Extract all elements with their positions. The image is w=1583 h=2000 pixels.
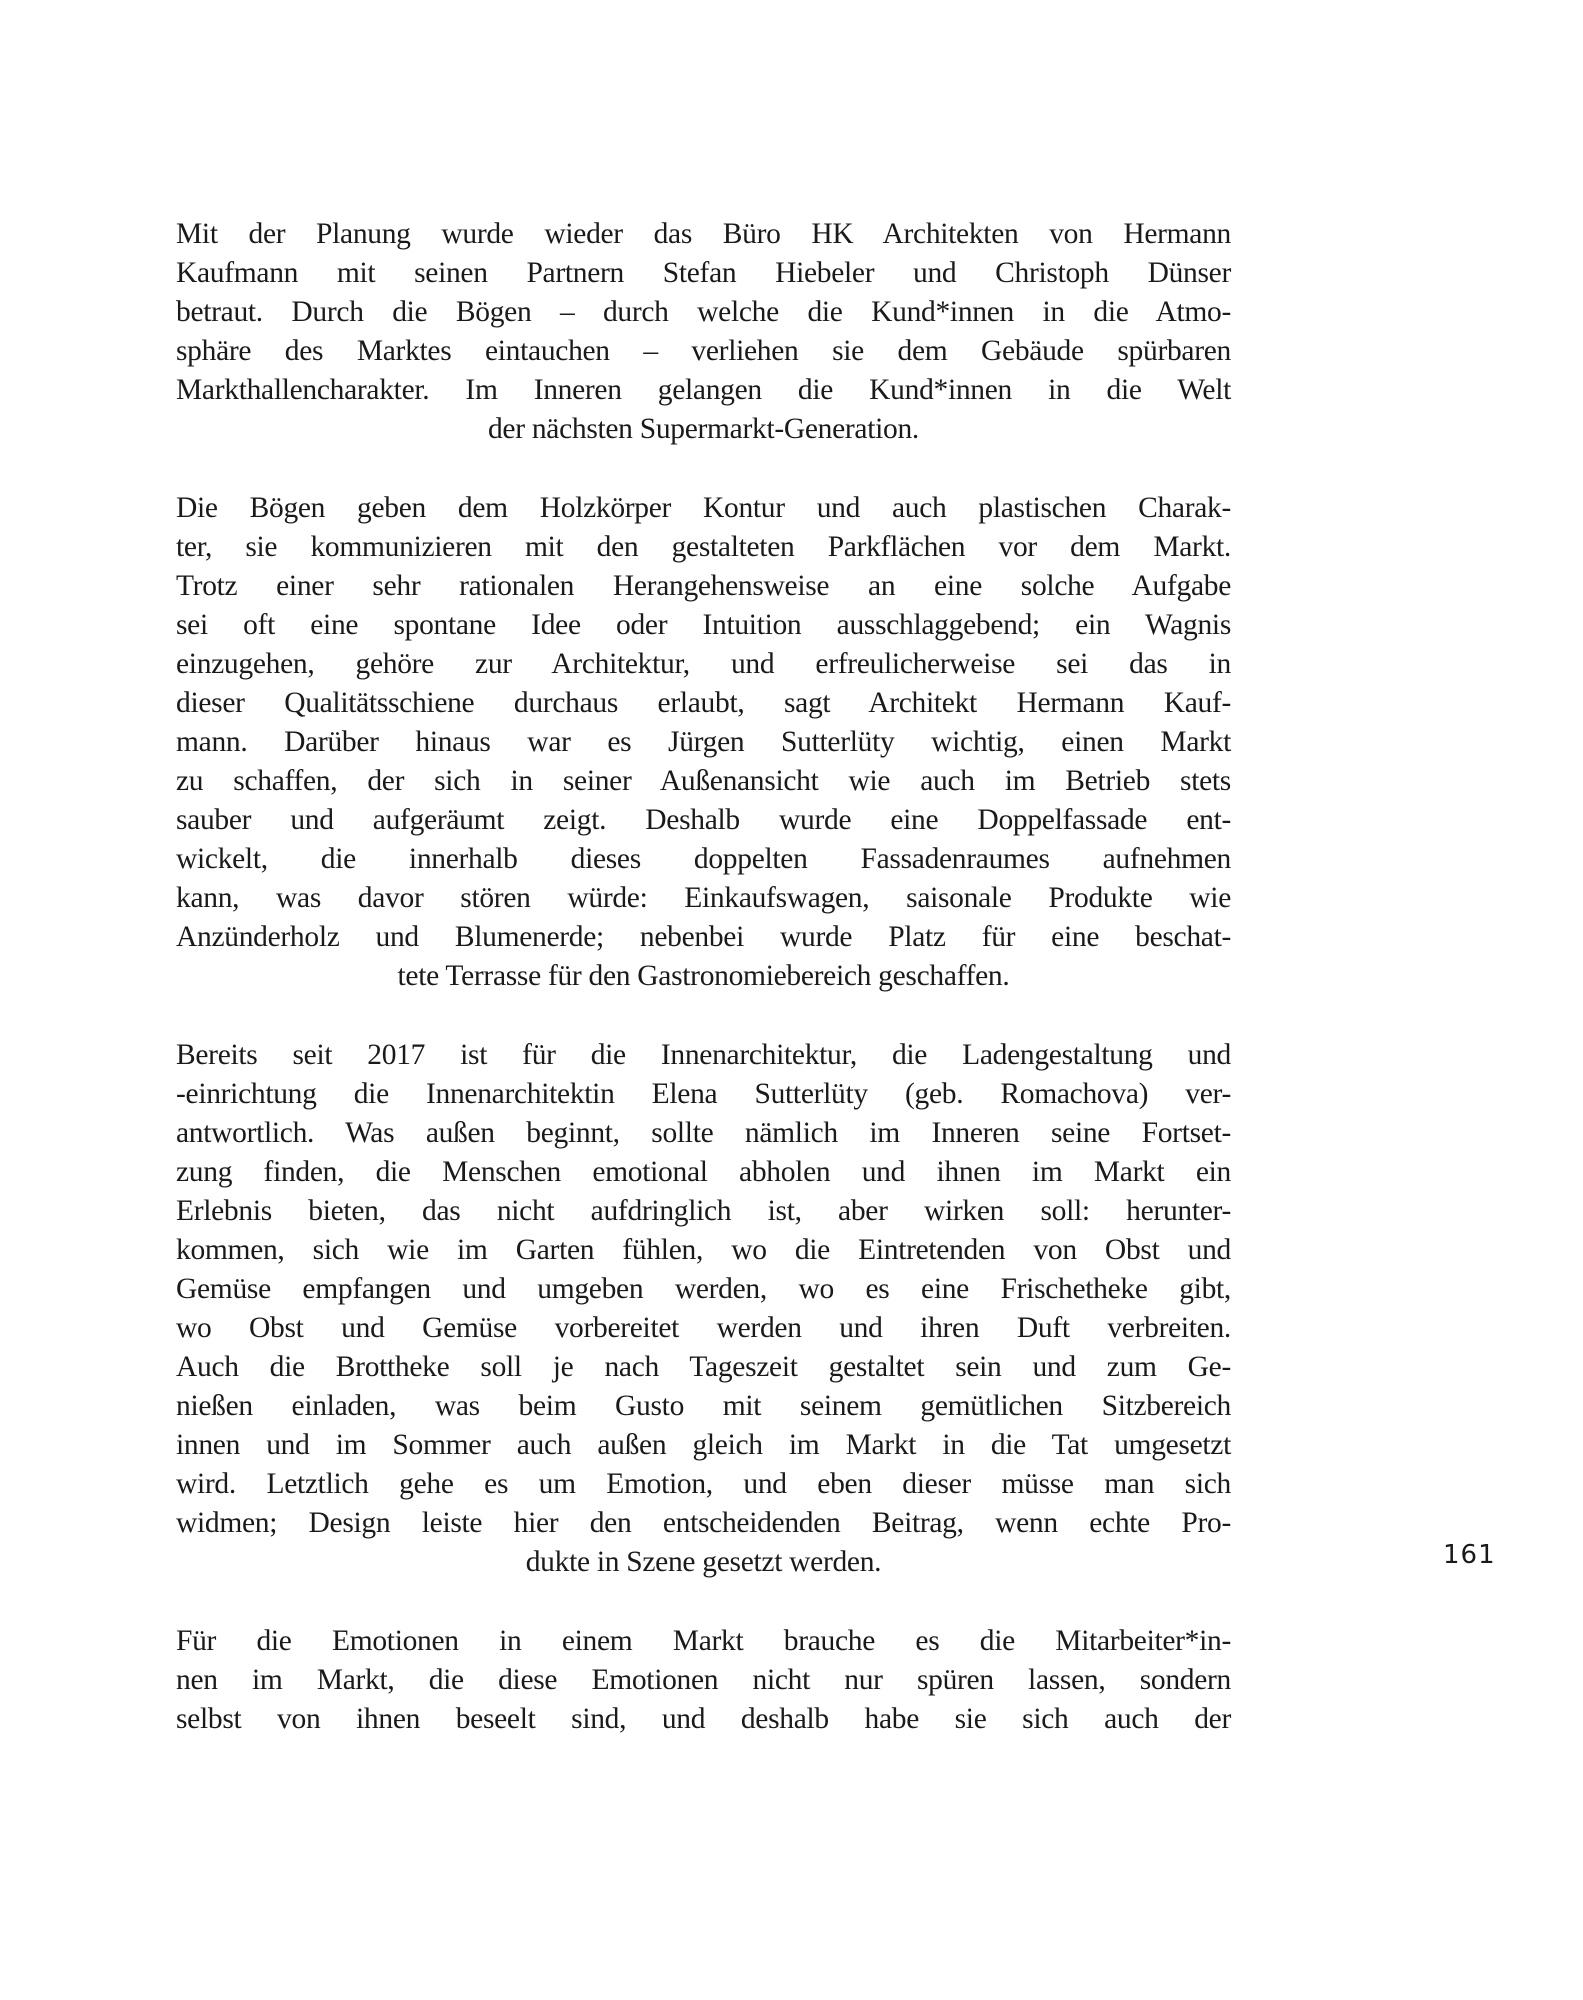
- page-number: 161: [1443, 1540, 1496, 1570]
- text-line: einzugehen, gehöre zur Architektur, und erfreulicherweise sei das in: [176, 648, 1231, 680]
- paragraph-4: [176, 1622, 1231, 1739]
- text-line: dukte in Szene gesetzt werden.: [525, 1546, 882, 1578]
- text-line: Kaufmann mit seinen Partnern Stefan Hiebeler und Christoph Dünser: [176, 257, 1231, 289]
- paragraph-1: [176, 215, 1231, 449]
- text-line: zung finden, die Menschen emotional abholen und ihnen im Markt ein: [176, 1156, 1231, 1188]
- text-line: wird. Letztlich gehe es um Emotion, und eben dieser müsse man sich: [176, 1468, 1231, 1500]
- text-line: selbst von ihnen beseelt sind, und deshalb habe sie sich auch der: [176, 1703, 1231, 1735]
- text-line: Die Bögen geben dem Holzkörper Kontur und auch plastischen Charak-: [176, 492, 1231, 524]
- text-line: Bereits seit 2017 ist für die Innenarchitektur, die Ladengestaltung und: [176, 1039, 1231, 1071]
- text-line: Anzünderholz und Blumenerde; nebenbei wurde Platz für eine beschat-: [176, 921, 1231, 953]
- text-line: ter, sie kommunizieren mit den gestalteten Parkflächen vor dem Markt.: [176, 531, 1231, 563]
- text-line: wickelt, die innerhalb dieses doppelten Fassadenraumes aufnehmen: [176, 843, 1231, 875]
- text-line: kommen, sich wie im Garten fühlen, wo die Eintretenden von Obst und: [176, 1234, 1231, 1266]
- text-line: nen im Markt, die diese Emotionen nicht nur spüren lassen, sondern: [176, 1664, 1231, 1696]
- text-line: sphäre des Marktes eintauchen – verliehen sie dem Gebäude spürbaren: [176, 335, 1231, 367]
- text-line: -einrichtung die Innenarchitektin Elena Sutterlüty (geb. Romachova) ver-: [176, 1078, 1231, 1110]
- text-line: sauber und aufgeräumt zeigt. Deshalb wurde eine Doppelfassade ent-: [176, 804, 1231, 836]
- text-line: Gemüse empfangen und umgeben werden, wo es eine Frischetheke gibt,: [176, 1273, 1231, 1305]
- text-line: nießen einladen, was beim Gusto mit seinem gemütlichen Sitzbereich: [176, 1390, 1231, 1422]
- text-line: zu schaffen, der sich in seiner Außenansicht wie auch im Betrieb stets: [176, 765, 1231, 797]
- text-line: wo Obst und Gemüse vorbereitet werden und ihren Duft verbreiten.: [176, 1312, 1231, 1344]
- text-line: innen und im Sommer auch außen gleich im Markt in die Tat umgesetzt: [176, 1429, 1231, 1461]
- text-line: kann, was davor stören würde: Einkaufswagen, saisonale Produkte wie: [176, 882, 1231, 914]
- text-line: Für die Emotionen in einem Markt brauche es die Mitarbeiter*in-: [176, 1625, 1231, 1657]
- text-line: widmen; Design leiste hier den entscheidenden Beitrag, wenn echte Pro-: [176, 1507, 1231, 1539]
- text-line: Mit der Planung wurde wieder das Büro HK Architekten von Hermann: [176, 218, 1231, 250]
- text-line: antwortlich. Was außen beginnt, sollte nämlich im Inneren seine Fortset-: [176, 1117, 1231, 1149]
- text-line: Markthallencharakter. Im Inneren gelangen die Kund*innen in die Welt: [176, 374, 1231, 406]
- text-column: [176, 215, 1231, 1739]
- text-line: mann. Darüber hinaus war es Jürgen Sutterlüty wichtig, einen Markt: [176, 726, 1231, 758]
- text-line: Erlebnis bieten, das nicht aufdringlich ist, aber wirken soll: herunter-: [176, 1195, 1231, 1227]
- text-line: tete Terrasse für den Gastronomiebereich geschaffen.: [397, 960, 1010, 992]
- text-line: Auch die Brottheke soll je nach Tageszeit gestaltet sein und zum Ge-: [176, 1351, 1231, 1383]
- paragraph-3: [176, 1036, 1231, 1582]
- text-line: dieser Qualitätsschiene durchaus erlaubt, sagt Architekt Hermann Kauf-: [176, 687, 1231, 719]
- text-line: betraut. Durch die Bögen – durch welche die Kund*innen in die Atmo-: [176, 296, 1231, 328]
- paragraph-gap: [176, 449, 1231, 489]
- paragraph-2: [176, 489, 1231, 996]
- text-line: Trotz einer sehr rationalen Herangehensweise an eine solche Aufgabe: [176, 570, 1231, 602]
- text-line: sei oft eine spontane Idee oder Intuition ausschlaggebend; ein Wagnis: [176, 609, 1231, 641]
- text-line: der nächsten Supermarkt-Generation.: [487, 413, 919, 445]
- paragraph-gap: [176, 996, 1231, 1036]
- paragraph-gap: [176, 1582, 1231, 1622]
